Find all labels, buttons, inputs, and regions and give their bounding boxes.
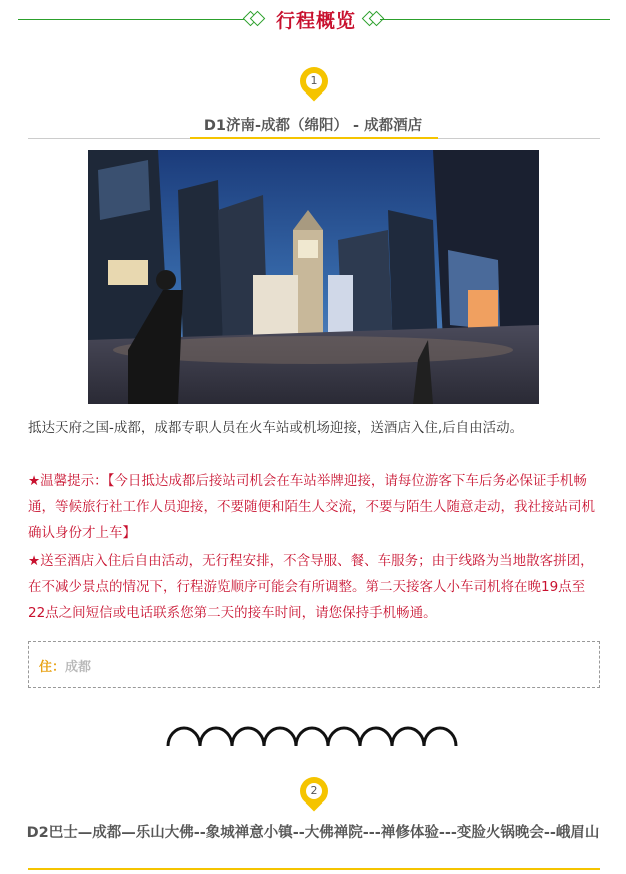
accommodation-label: 住：	[39, 660, 66, 675]
day1-note: ★送至酒店入住后自由活动，无行程安排，不含导服、餐、车服务；由于线路为当地散客拼团，在不减少景点的情况下，行程游览顺序可能会有所调整。第二天接客人小车司机将在晚19点至22点之间短信或电话联系您第二天的接车时间，请您保持手机畅通。	[28, 553, 594, 621]
page-title: 行程概览	[275, 10, 356, 32]
chengdu-night-photo	[88, 150, 539, 404]
day-number: 1	[306, 73, 322, 89]
day1-title: D1济南-成都（绵阳） - 成都酒店	[203, 118, 423, 134]
location-pin-icon	[300, 777, 330, 813]
title-underline	[28, 868, 600, 870]
accommodation-city: 成都	[65, 660, 92, 675]
day-number: 2	[306, 783, 322, 799]
accommodation-text	[39, 656, 91, 675]
header-divider-left	[18, 19, 250, 20]
title-underline	[190, 137, 438, 139]
accommodation-box	[28, 641, 600, 688]
scallop-divider	[165, 718, 462, 748]
day1-intro: 抵达天府之国-成都，成都专职人员在火车站或机场迎接，送酒店入住,后自由活动。	[28, 420, 524, 436]
location-pin-icon	[300, 67, 330, 103]
section-header	[0, 0, 626, 40]
day2-title: D2巴士—成都—乐山大佛--象城禅意小镇--大佛禅院---禅修体验---变脸火锅晚会--峨眉山	[26, 825, 600, 841]
header-divider-right	[380, 19, 610, 20]
day1-warning: ★温馨提示：【今日抵达成都后接站司机会在车站举牌迎接，请每位游客下车后务必保证手机畅通，等候旅行社工作人员迎接，不要随便和陌生人交流，不要与陌生人随意走动，我社接站司机确认身份才上车】	[28, 473, 595, 541]
